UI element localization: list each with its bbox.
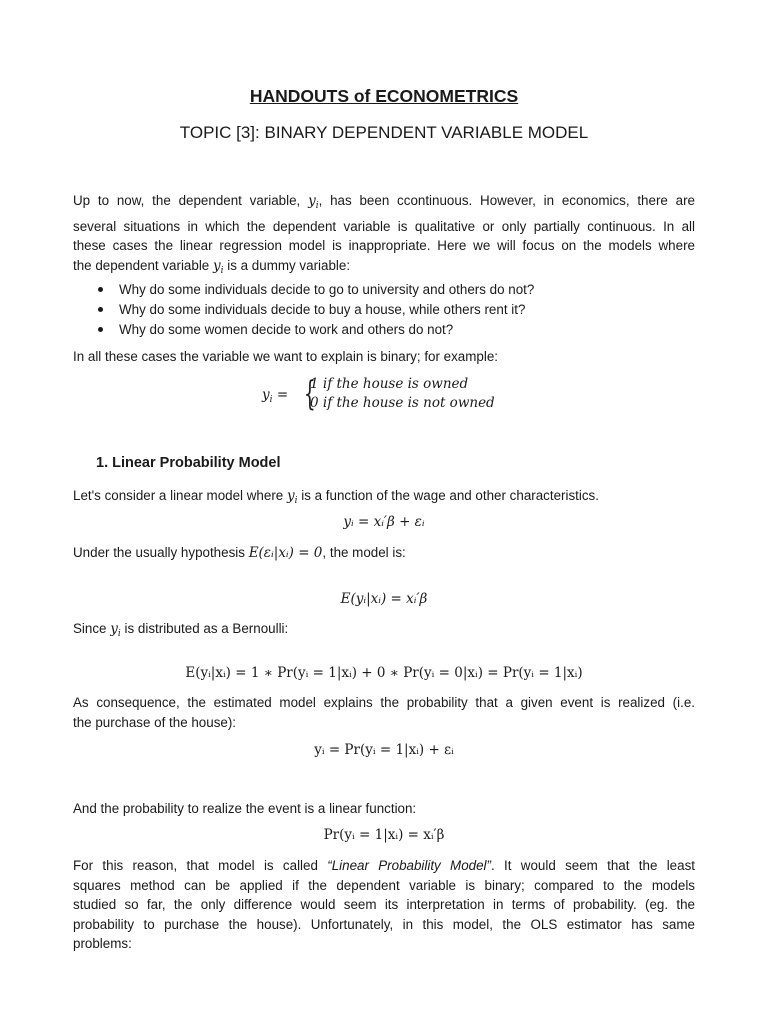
section-paragraph-1: Let's consider a linear model where $y_i$ is a function of the wage and other characteristics. (73, 488, 599, 506)
intro-paragraph (73, 191, 695, 281)
bullet-icon (98, 307, 103, 312)
section-paragraph-2: Under the usually hypothesis E(εᵢ|xᵢ) = 0, the model is: (73, 545, 406, 561)
section-heading: 1. Linear Probability Model (96, 455, 281, 471)
topic-heading: TOPIC [3]: BINARY DEPENDENT VARIABLE MODEL (179, 123, 589, 142)
equation-linear-probability: Pr(yᵢ = 1|xᵢ) = xᵢ′β (323, 827, 445, 843)
case-not-owned: 0 if the house is not owned (310, 395, 495, 411)
list-item: Why do some women decide to work and others do not? (73, 320, 534, 340)
bullet-icon (98, 287, 103, 292)
equation-conditional-expectation: E(yᵢ|xᵢ) = xᵢ′β (340, 591, 428, 607)
left-brace: { (303, 374, 316, 414)
equation-bernoulli-expectation: E(yᵢ|xᵢ) = 1 ∗ Pr(yᵢ = 1|xᵢ) + 0 ∗ Pr(yᵢ = 0|xᵢ) = Pr(yᵢ = 1|xᵢ) (185, 665, 583, 681)
list-item: Why do some individuals decide to buy a house, while others rent it? (73, 300, 534, 320)
section-paragraph-6: For this reason, that model is called “Linear Probability Model”. It would seem that the least squares method can be applied if the dependent variable is binary; compared to the models studied so far, the only difference would seem its interpretation in terms of probability. (eg. the probability to purchase the house). Unfortunately, in this model, the OLS estimator has same problems: (73, 858, 695, 951)
case-owned: 1 if the house is owned (310, 376, 469, 392)
binary-intro: In all these cases the variable we want to explain is binary; for example: (73, 349, 499, 364)
list-item: Why do some individuals decide to go to university and others do not? (73, 280, 534, 300)
section-paragraph-3: Since $y_i$ is distributed as a Bernoulli: (73, 621, 289, 639)
intro-line-2: several situations in which the dependent variable is qualitative or only partially continuous. In all (73, 218, 695, 234)
document-title: HANDOUTS of ECONOMETRICS (249, 86, 519, 106)
section-paragraph-4: As consequence, the estimated model explains the probability that a given event is realized (i.e. the purchase of the house): (73, 695, 695, 730)
intro-line-4: the dependent variable $y_i$ is a dummy variable: (73, 257, 351, 276)
intro-line-3: these cases the linear regression model is inappropriate. Here we will focus on the models where (73, 238, 695, 253)
equation-linear-model: yᵢ = xᵢ′β + εᵢ (343, 514, 425, 530)
intro-line-1: Up to now, the dependent variable, $y_i$, has been ccontinuous. However, in economics, there are (73, 193, 695, 211)
term-emphasis: “Linear Probability Model” (327, 858, 491, 873)
equation-probability-model: yᵢ = Pr(yᵢ = 1|xᵢ) + εᵢ (314, 742, 454, 758)
section-paragraph-5: And the probability to realize the event is a linear function: (73, 801, 417, 816)
piecewise-equation: $y_i$ = { 1 if the house is owned 0 if the house is not owned (262, 374, 495, 414)
question-list (73, 280, 534, 340)
var-y-i: $y_i$ (308, 193, 319, 211)
bullet-icon (98, 327, 103, 332)
